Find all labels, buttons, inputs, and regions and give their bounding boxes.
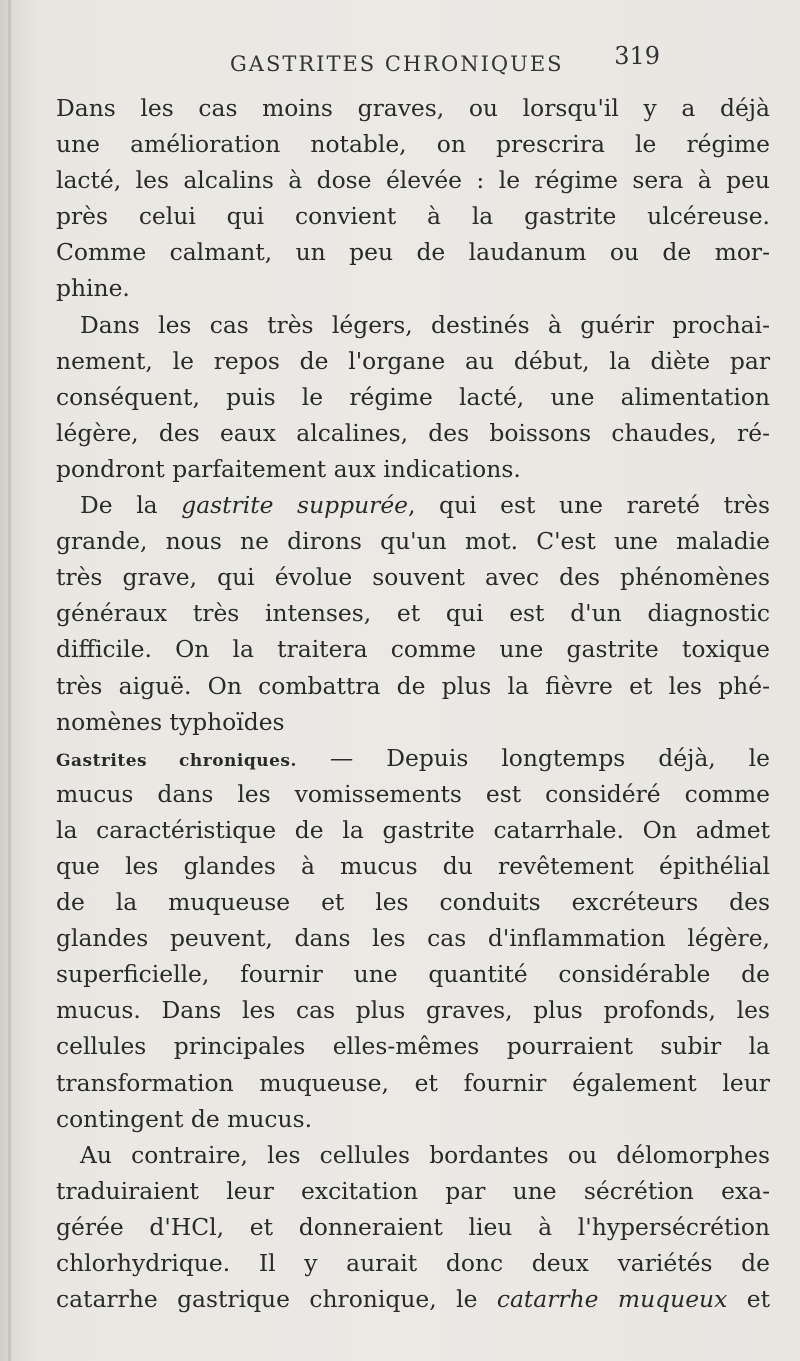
text-line: Gastrites chroniques. — Depuis longtemps déjà, le xyxy=(56,743,770,772)
text-line: Comme calmant, un peu de laudanum ou de mor- xyxy=(56,238,770,267)
text-line: catarrhe gastrique chronique, le catarrhe muqueux et xyxy=(56,1285,770,1314)
text-line: la caractéristique de la gastrite catarrhale. On admet xyxy=(56,815,770,844)
text-line: nomènes typhoïdes xyxy=(56,707,285,736)
text-line: très aiguë. On combattra de plus la fièvre et les phé- xyxy=(56,671,770,700)
text-line: mucus dans les vomissements est considéré comme xyxy=(56,779,770,808)
italic-term: catarrhe muqueux xyxy=(496,1285,728,1314)
text-line: que les glandes à mucus du revêtement épithélial xyxy=(56,851,770,880)
text-line: transformation muqueuse, et fournir également leur xyxy=(56,1068,770,1097)
running-head: GASTRITES CHRONIQUES xyxy=(230,52,564,76)
text-line: une amélioration notable, on prescrira le régime xyxy=(56,130,770,159)
text-line: conséquent, puis le régime lacté, une alimentation xyxy=(56,382,770,411)
page-number: 319 xyxy=(614,42,660,70)
text-line: traduiraient leur excitation par une sécrétion exa- xyxy=(56,1176,770,1205)
text-line: très grave, qui évolue souvent avec des phénomènes xyxy=(56,563,770,592)
text-line: pondront parfaitement aux indications. xyxy=(56,454,521,483)
text-line: chlorhydrique. Il y aurait donc deux variétés de xyxy=(56,1249,770,1277)
body-text xyxy=(56,90,770,1317)
text-line: contingent de mucus. xyxy=(56,1104,313,1133)
text-line: généraux très intenses, et qui est d'un diagnostic xyxy=(56,599,770,628)
text-line: glandes peuvent, dans les cas d'inflammation légère, xyxy=(56,924,770,953)
text-line: phine. xyxy=(56,274,130,303)
italic-term: gastrite suppurée xyxy=(181,491,409,520)
section-heading: Gastrites chroniques. xyxy=(56,750,297,771)
text-line: Dans les cas moins graves, ou lorsqu'il y a déjà xyxy=(56,94,770,122)
text-line: grande, nous ne dirons qu'un mot. C'est une maladie xyxy=(56,527,770,556)
text-line: Dans les cas très légers, destinés à guérir prochai- xyxy=(80,310,770,339)
text-line: De la gastrite suppurée, qui est une rareté très xyxy=(80,491,771,520)
text-line: superficielle, fournir une quantité considérable de xyxy=(56,960,770,989)
text-line: de la muqueuse et les conduits excréteurs des xyxy=(56,888,770,917)
text-line: lacté, les alcalins à dose élevée : le régime sera à peu xyxy=(56,166,770,195)
text-line: nement, le repos de l'organe au début, la diète par xyxy=(56,346,770,375)
text-line: mucus. Dans les cas plus graves, plus profonds, les xyxy=(56,996,770,1025)
text-line: près celui qui convient à la gastrite ulcéreuse. xyxy=(56,202,770,231)
text-line: Au contraire, les cellules bordantes ou délomorphes xyxy=(80,1140,770,1169)
text-line: difficile. On la traitera comme une gastrite toxique xyxy=(56,635,770,664)
text-line: cellules principales elles-mêmes pourraient subir la xyxy=(56,1032,770,1061)
text-line: gérée d'HCl, et donneraient lieu à l'hypersécrétion xyxy=(56,1212,770,1241)
text-line: légère, des eaux alcalines, des boissons chaudes, ré- xyxy=(56,418,770,447)
page-gutter xyxy=(8,0,11,1361)
page-header xyxy=(230,42,660,82)
